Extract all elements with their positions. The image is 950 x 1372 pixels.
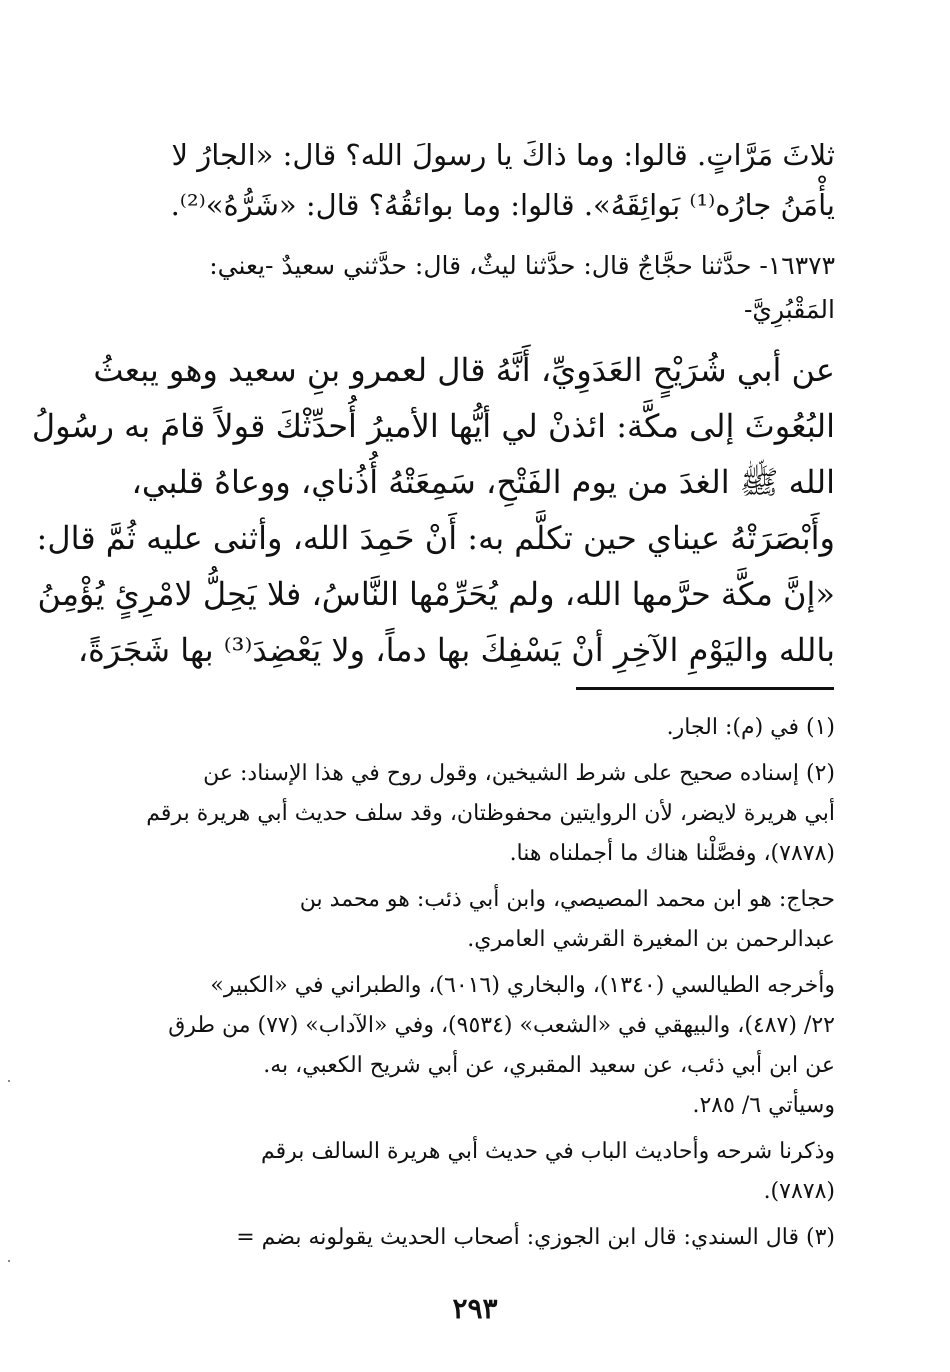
footnote-line: (٧٨٧٨)، وفصَّلْنا هناك ما أجملناه هنا.: [509, 841, 835, 866]
footnote-line: وأخرجه الطيالسي (١٣٤٠)، والبخاري (٦٠١٦)، والطبراني في «الكبير»: [210, 973, 835, 998]
text-line: يأْمَنُ جارُه⁽¹⁾ بَوائِقَهُ». قالوا: وما بوائقُهُ؟ قال: «شَرُّهُ»⁽²⁾.: [170, 188, 835, 222]
footnote-line: (٧٨٧٨).: [763, 1179, 835, 1204]
footnote-2-commentary: [120, 1132, 835, 1212]
footnote-3: [120, 1218, 835, 1258]
text-line: وأَبْصَرَتْهُ عيناي حين تكلَّم به: أَنْ حَمِدَ الله، وأثنى عليه ثُمَّ قال:: [36, 519, 835, 557]
footnote-line: (٣) قال السندي: قال ابن الجوزي: أصحاب الحديث يقولونه بضم =: [236, 1225, 835, 1250]
text-line: المَقْبُرِيَّ-: [743, 295, 835, 324]
footnote-line: أبي هريرة لايضر، لأن الروايتين محفوظتان، وقد سلف حديث أبي هريرة برقم: [146, 801, 835, 826]
text-line: «إنَّ مكَّة حرَّمها الله، ولم يُحَرِّمْها النَّاسُ، فلا يَحِلُّ لامْرِئٍ يُؤْمِنُ: [37, 575, 835, 613]
hadith-body: [31, 342, 835, 678]
page-number: ٢٩٣: [452, 1292, 498, 1325]
footnote-2: [120, 754, 835, 874]
footnotes: [120, 708, 835, 1258]
footnote-line: عن ابن أبي ذئب، عن سعيد المقبري، عن أبي شريح الكعبي، به.: [263, 1053, 835, 1078]
footnote-line: وسيأتي ٦/ ٢٨٥.: [692, 1093, 835, 1118]
hadith-heading: [120, 244, 835, 332]
intro-paragraph: [120, 130, 835, 230]
footnote-2-sources: [120, 966, 835, 1126]
footnote-separator: [576, 687, 834, 690]
margin-mark: [8, 1260, 10, 1262]
footnote-line: (٢) إسناده صحيح على شرط الشيخين، وقول روح في هذا الإسناد: عن: [203, 761, 835, 786]
footnote-line: حجاج: هو ابن محمد المصيصي، وابن أبي ذئب: هو محمد بن: [299, 887, 835, 912]
footnote-line: (١) في (م): الجار.: [666, 715, 835, 740]
footnote-line: وذكرنا شرحه وأحاديث الباب في حديث أبي هريرة السالف برقم: [260, 1139, 835, 1164]
text-line: ثلاثَ مَرَّاتٍ. قالوا: وما ذاكَ يا رسولَ الله؟ قال: «الجارُ لا: [171, 138, 835, 172]
hadith-number-line: ١٦٣٧٣- حدَّثنا حجَّاجٌ قال: حدَّثنا ليثٌ، قال: حدَّثني سعيدٌ -يعني:: [209, 251, 835, 280]
text-line: عن أبي شُرَيْحٍ العَدَوِيِّ، أَنَّهُ قال لعمرو بنِ سعيد وهو يبعثُ: [93, 351, 835, 389]
text-line: بالله واليَوْمِ الآخِرِ أنْ يَسْفِكَ بها دماً، ولا يَعْضِدَ⁽³⁾ بها شَجَرَةً،: [77, 631, 835, 669]
footnote-1: [120, 708, 835, 748]
footnote-line: ٢٢/ (٤٨٧)، والبيهقي في «الشعب» (٩٥٣٤)، وفي «الآداب» (٧٧) من طرق: [168, 1013, 835, 1038]
text-line: الله ﷺ الغدَ من يوم الفَتْحِ، سَمِعَتْهُ أُذُناي، ووعاهُ قلبي،: [131, 463, 835, 501]
margin-mark: [8, 1080, 10, 1082]
footnote-line: عبدالرحمن بن المغيرة القرشي العامري.: [467, 927, 835, 952]
footnote-2-narrators: [120, 880, 835, 960]
text-line: البُعُوثَ إلى مكَّة: ائذنْ لي أيُّها الأميرُ أُحدِّثْكَ قولاً قامَ به رسُولُ: [31, 407, 835, 445]
